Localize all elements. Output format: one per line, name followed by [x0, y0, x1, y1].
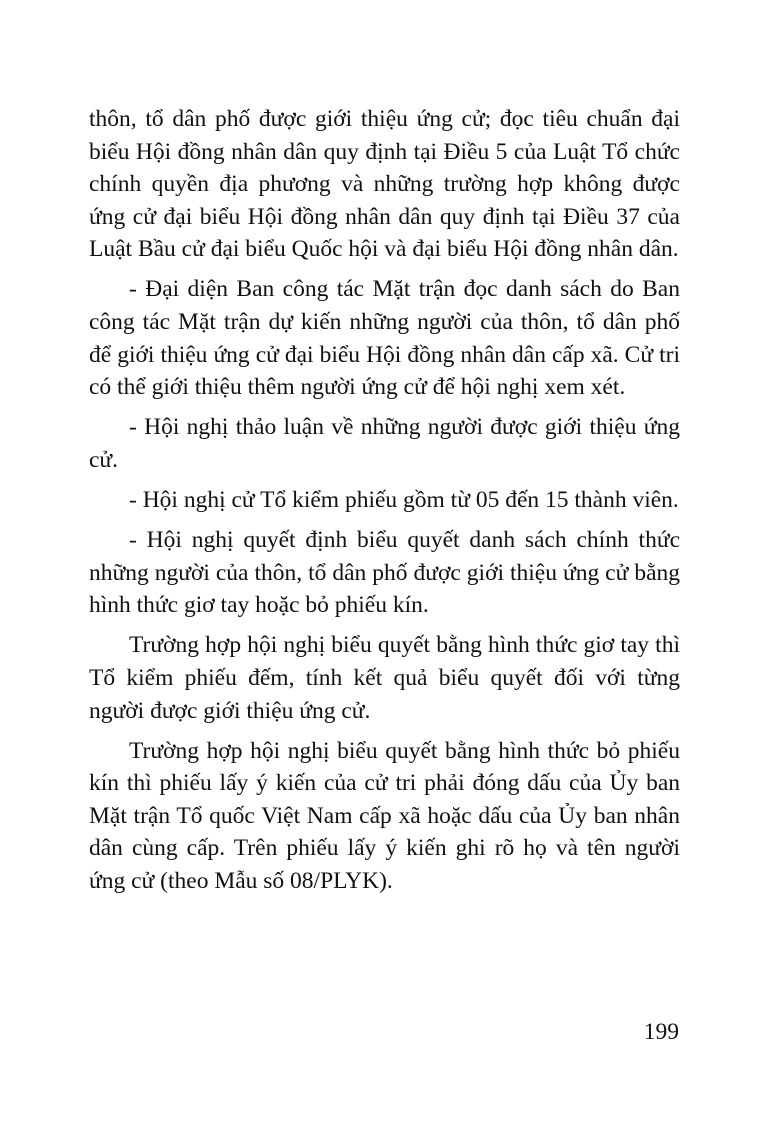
paragraph-secret-ballot: Trường hợp hội nghị biểu quyết bằng hình thức bỏ phiếu kín thì phiếu lấy ý kiến của cử tri phải đóng dấu của Ủy ban Mặt trận Tổ quốc Việt Nam cấp xã hoặc dấu của Ủy ban nhân dân cùng cấp. Trên phiếu lấy ý kiến ghi rõ họ và tên người ứng cử (theo Mẫu số 08/PLYK).: [89, 737, 680, 895]
paragraph-voting-decision: - Hội nghị quyết định biểu quyết danh sách chính thức những người của thôn, tổ dân phố được giới thiệu ứng cử bằng hình thức giơ tay hoặc bỏ phiếu kín.: [89, 527, 680, 619]
page-body: [89, 103, 680, 905]
page-number: 199: [643, 1019, 679, 1045]
paragraph-counting-team: - Hội nghị cử Tổ kiểm phiếu gồm từ 05 đến 15 thành viên.: [129, 487, 679, 514]
paragraph-discussion: - Hội nghị thảo luận về những người được giới thiệu ứng cử.: [89, 414, 680, 473]
paragraph-front-representative: - Đại diện Ban công tác Mặt trận đọc danh sách do Ban công tác Mặt trận dự kiến những người của thôn, tổ dân phố để giới thiệu ứng cử đại biểu Hội đồng nhân dân cấp xã. Cử tri có thể giới thiệu thêm người ứng cử để hội nghị xem xét.: [89, 276, 680, 401]
paragraph-continuation: thôn, tổ dân phố được giới thiệu ứng cử; đọc tiêu chuẩn đại biểu Hội đồng nhân dân quy định tại Điều 5 của Luật Tổ chức chính quyền địa phương và những trường hợp không được ứng cử đại biểu Hội đồng nhân dân quy định tại Điều 37 của Luật Bầu cử đại biểu Quốc hội và đại biểu Hội đồng nhân dân.: [89, 106, 680, 263]
paragraph-show-of-hands: Trường hợp hội nghị biểu quyết bằng hình thức giơ tay thì Tổ kiểm phiếu đếm, tính kết quả biểu quyết đối với từng người được giới thiệu ứng cử.: [89, 632, 680, 724]
